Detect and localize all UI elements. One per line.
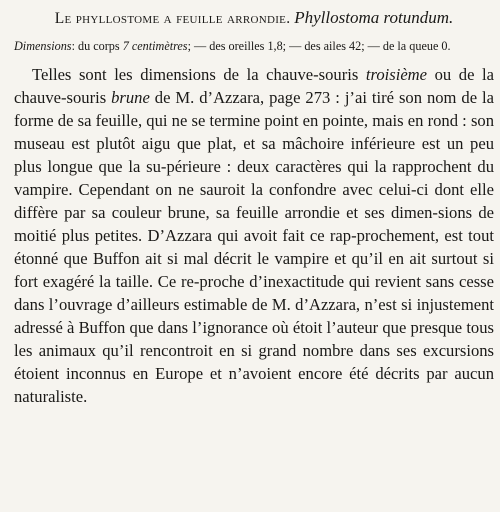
dimensions-rest: ; — des oreilles 1,8; — des ailes 42; — de la queue 0. [187, 39, 451, 53]
dimensions-corps-value: 7 centimètres [122, 39, 188, 53]
dimensions-corps: : du corps [71, 39, 123, 53]
paragraph-part-2: ou de la chauve-souris [14, 65, 494, 107]
paragraph-part-3: de M. d’Azzara, page 273 : j’ai tiré son nom de la forme de sa feuille, qui ne se termine point en pointe, mais en rond : son museau est plutôt aigu que plat, et sa mâchoire inférieure est un peu plus longue que la su-périeure : deux caractères qui la rapprochent du vampire. Cependant on ne sauroit la confondre avec celui-ci dont elle diffère par sa couleur brune, sa feuille arrondie et ses dimen-sions de moitié plus petites. D’Azzara qui avoit fait ce rap-prochement, est tout étonné que Buffon ait si mal décrit le vampire et qu’il en ait surtout si fort exagéré la taille. Ce re-proche d’inexactitude qui revient sans cesse dans l’ouvrage d’ailleurs estimable de M. d’Azzara, n’est si injustement adressé à Buffon que dans l’ignorance où étoit l’auteur que presque tous les animaux qu’il rencontroit en si grand nombre dans ses excursions étoient inconnus en Europe et n’avoient encore été décrits par aucun naturaliste. [14, 88, 494, 406]
body-paragraph [14, 63, 494, 408]
paragraph-italic-2: brune [111, 88, 150, 107]
page-title [14, 8, 494, 28]
paragraph-part-1: Telles sont les dimensions de la chauve-souris [32, 65, 366, 84]
paragraph-italic-1: troisième [365, 65, 428, 84]
title-caps: Le phyllostome a feuille arrondie. [54, 10, 291, 27]
dimensions-line [14, 38, 494, 55]
dimensions-label: Dimensions [14, 39, 72, 53]
title-latin: Phyllostoma rotundum. [294, 8, 454, 27]
